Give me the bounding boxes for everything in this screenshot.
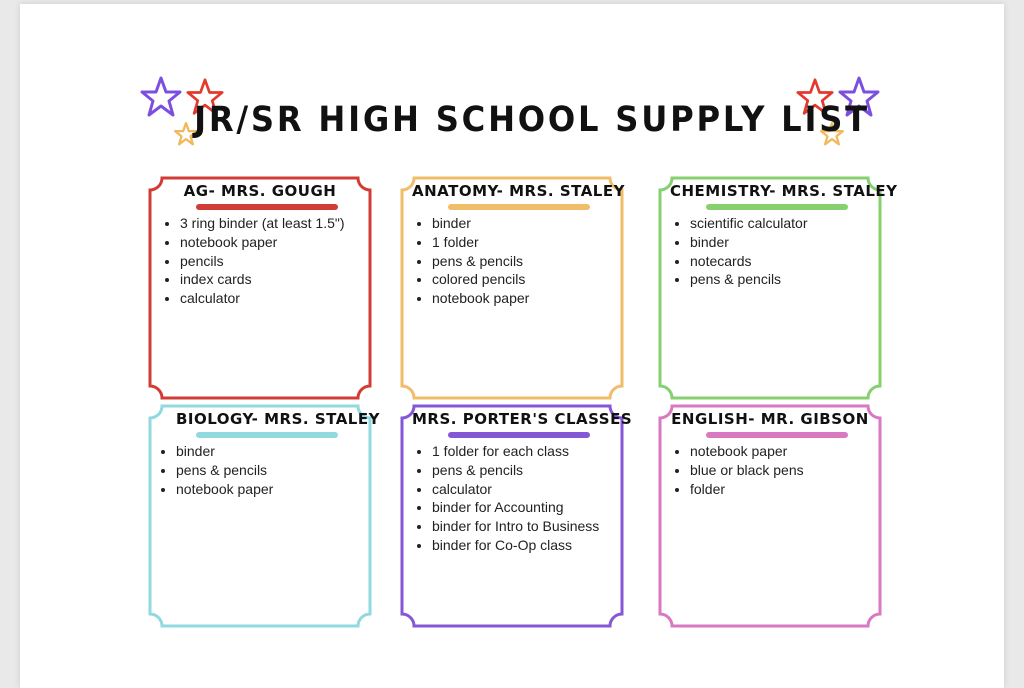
brush-stroke — [196, 204, 338, 210]
list-item: • calculator — [432, 480, 599, 499]
list-item: • binder for Co-Op class — [432, 536, 599, 555]
supply-list — [412, 442, 599, 555]
list-item: • pens & pencils — [432, 461, 599, 480]
list-item: • notecards — [690, 252, 808, 271]
list-item: • notebook paper — [690, 442, 804, 461]
list-item: • pens & pencils — [432, 252, 529, 271]
list-item: • notebook paper — [176, 480, 273, 499]
brush-stroke — [448, 204, 590, 210]
list-item: • pencils — [180, 252, 345, 271]
brush-stroke — [706, 204, 848, 210]
list-item: • pens & pencils — [690, 270, 808, 289]
list-item: • scientific calculator — [690, 214, 808, 233]
list-item: • binder — [176, 442, 273, 461]
supply-list — [412, 214, 529, 308]
card-title: BIOLOGY- MRS. STALEY — [176, 410, 380, 428]
page-title: JR/SR HIGH SCHOOL SUPPLY LIST — [194, 100, 870, 140]
document-page — [20, 4, 1004, 688]
card-title: MRS. PORTER'S CLASSES — [412, 410, 633, 428]
list-item: • 3 ring binder (at least 1.5") — [180, 214, 345, 233]
list-item: • calculator — [180, 289, 345, 308]
supply-list — [670, 214, 808, 289]
supply-card-chemistry — [658, 176, 898, 400]
card-title: AG- MRS. GOUGH — [183, 182, 337, 200]
list-item: • binder for Intro to Business — [432, 517, 599, 536]
list-item: • blue or black pens — [690, 461, 804, 480]
card-title: ANATOMY- MRS. STALEY — [412, 182, 625, 200]
list-item: • 1 folder — [432, 233, 529, 252]
list-item: • pens & pencils — [176, 461, 273, 480]
card-title: CHEMISTRY- MRS. STALEY — [670, 182, 898, 200]
list-item: • 1 folder for each class — [432, 442, 599, 461]
brush-stroke — [196, 432, 338, 438]
list-item: • notebook paper — [432, 289, 529, 308]
supply-card-biology — [148, 404, 380, 628]
list-item: • colored pencils — [432, 270, 529, 289]
supply-card-anatomy — [400, 176, 624, 400]
supply-card-ag — [148, 176, 372, 400]
supply-list — [156, 442, 273, 498]
list-item: • folder — [690, 480, 804, 499]
list-item: • binder for Accounting — [432, 498, 599, 517]
card-title: ENGLISH- MR. GIBSON — [671, 410, 869, 428]
supply-card-porter — [400, 404, 633, 628]
list-item: • binder — [690, 233, 808, 252]
list-item: • index cards — [180, 270, 345, 289]
list-item: • notebook paper — [180, 233, 345, 252]
brush-stroke — [706, 432, 848, 438]
supply-list — [670, 442, 804, 498]
supply-list — [160, 214, 345, 308]
supply-card-english — [658, 404, 882, 628]
brush-stroke — [448, 432, 590, 438]
list-item: • binder — [432, 214, 529, 233]
